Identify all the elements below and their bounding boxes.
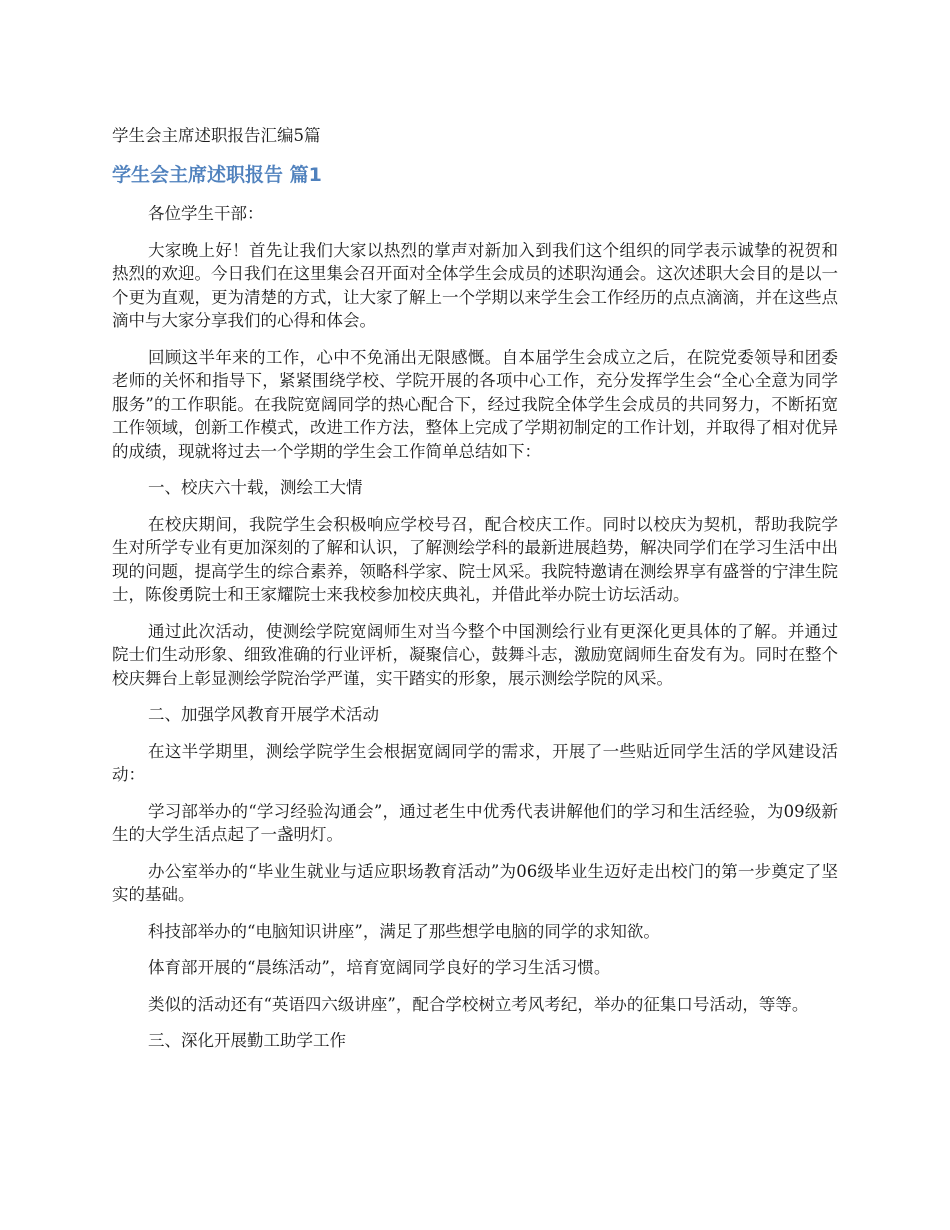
- paragraph-office: 办公室举办的“毕业生就业与适应职场教育活动”为06级毕业生迈好走出校门的第一步奠定了坚实的基础。: [112, 861, 838, 904]
- paragraph-similar-activities: 类似的活动还有“英语四六级讲座”，配合学校树立考风考纪，举办的征集口号活动，等等。: [148, 994, 809, 1014]
- paragraph-review: 回顾这半年来的工作，心中不免涌出无限感慨。自本届学生会成立之后，在院党委领导和团委老师的关怀和指导下，紧紧围绕学校、学院开展的各项中心工作，充分发挥学生会“全心全意为同学服务”的工作职能。在我院宽阔同学的热心配合下，经过我院全体学生会成员的共同努力，不断拓宽工作领域，创新工作模式，改进工作方法，整体上完成了学期初制定的工作计划，并取得了相对优异的成绩，现就将过去一个学期的学生会工作简单总结如下：: [112, 347, 838, 461]
- subheading-work-study: 三、深化开展勤工助学工作: [148, 1031, 346, 1050]
- paragraph-tech-dept: 科技部举办的“电脑知识讲座”，满足了那些想学电脑的同学的求知欲。: [148, 921, 660, 941]
- paragraph-greeting: 大家晚上好！首先让我们大家以热烈的掌声对新加入到我们这个组织的同学表示诚挚的祝贺和热烈的欢迎。今日我们在这里集会召开面对全体学生会成员的述职沟通会。这次述职大会目的是以一个更为直观，更为清楚的方式，让大家了解上一个学期以来学生会工作经历的点点滴滴，并在这些点滴中与大家分享我们的心得和体会。: [112, 240, 838, 330]
- paragraph-salutation: 各位学生干部：: [148, 204, 264, 223]
- subheading-anniversary: 一、校庆六十载，测绘工大情: [148, 478, 363, 497]
- paragraph-activity-effect: 通过此次活动，使测绘学院宽阔师生对当今整个中国测绘行业有更深化更具体的了解。并通过院士们生动形象、细致准确的行业评析，凝聚信心，鼓舞斗志，激励宽阔师生奋发有为。同时在整个校庆舞台上彰显测绘学院治学严谨，实干踏实的形象，展示测绘学院的风采。: [112, 621, 838, 688]
- paragraph-sports-dept: 体育部开展的“晨练活动”，培育宽阔同学良好的学习生活习惯。: [148, 958, 611, 977]
- paragraph-anniversary: 在校庆期间，我院学生会积极响应学校号召，配合校庆工作。同时以校庆为契机，帮助我院学生对所学专业有更加深刻的了解和认识，了解测绘学科的最新进展趋势，解决同学们在学习生活中出现的问题，提高学生的综合素养，领略科学家、院士风采。我院特邀请在测绘界享有盛誉的宁津生院士，陈俊勇院士和王家耀院士来我校参加校庆典礼，并借此举办院士访坛活动。: [112, 514, 838, 604]
- paragraph-study-dept: 学习部举办的“学习经验沟通会”，通过老生中优秀代表讲解他们的学习和生活经验，为09级新生的大学生活点起了一盏明灯。: [112, 801, 838, 844]
- document-title: 学生会主席述职报告汇编5篇: [112, 126, 321, 145]
- section-heading: 学生会主席述职报告 篇1: [112, 164, 322, 186]
- subheading-study-style: 二、加强学风教育开展学术活动: [148, 705, 379, 724]
- paragraph-study-style: 在这半学期里，测绘学院学生会根据宽阔同学的需求，开展了一些贴近同学生活的学风建设活动：: [112, 741, 838, 784]
